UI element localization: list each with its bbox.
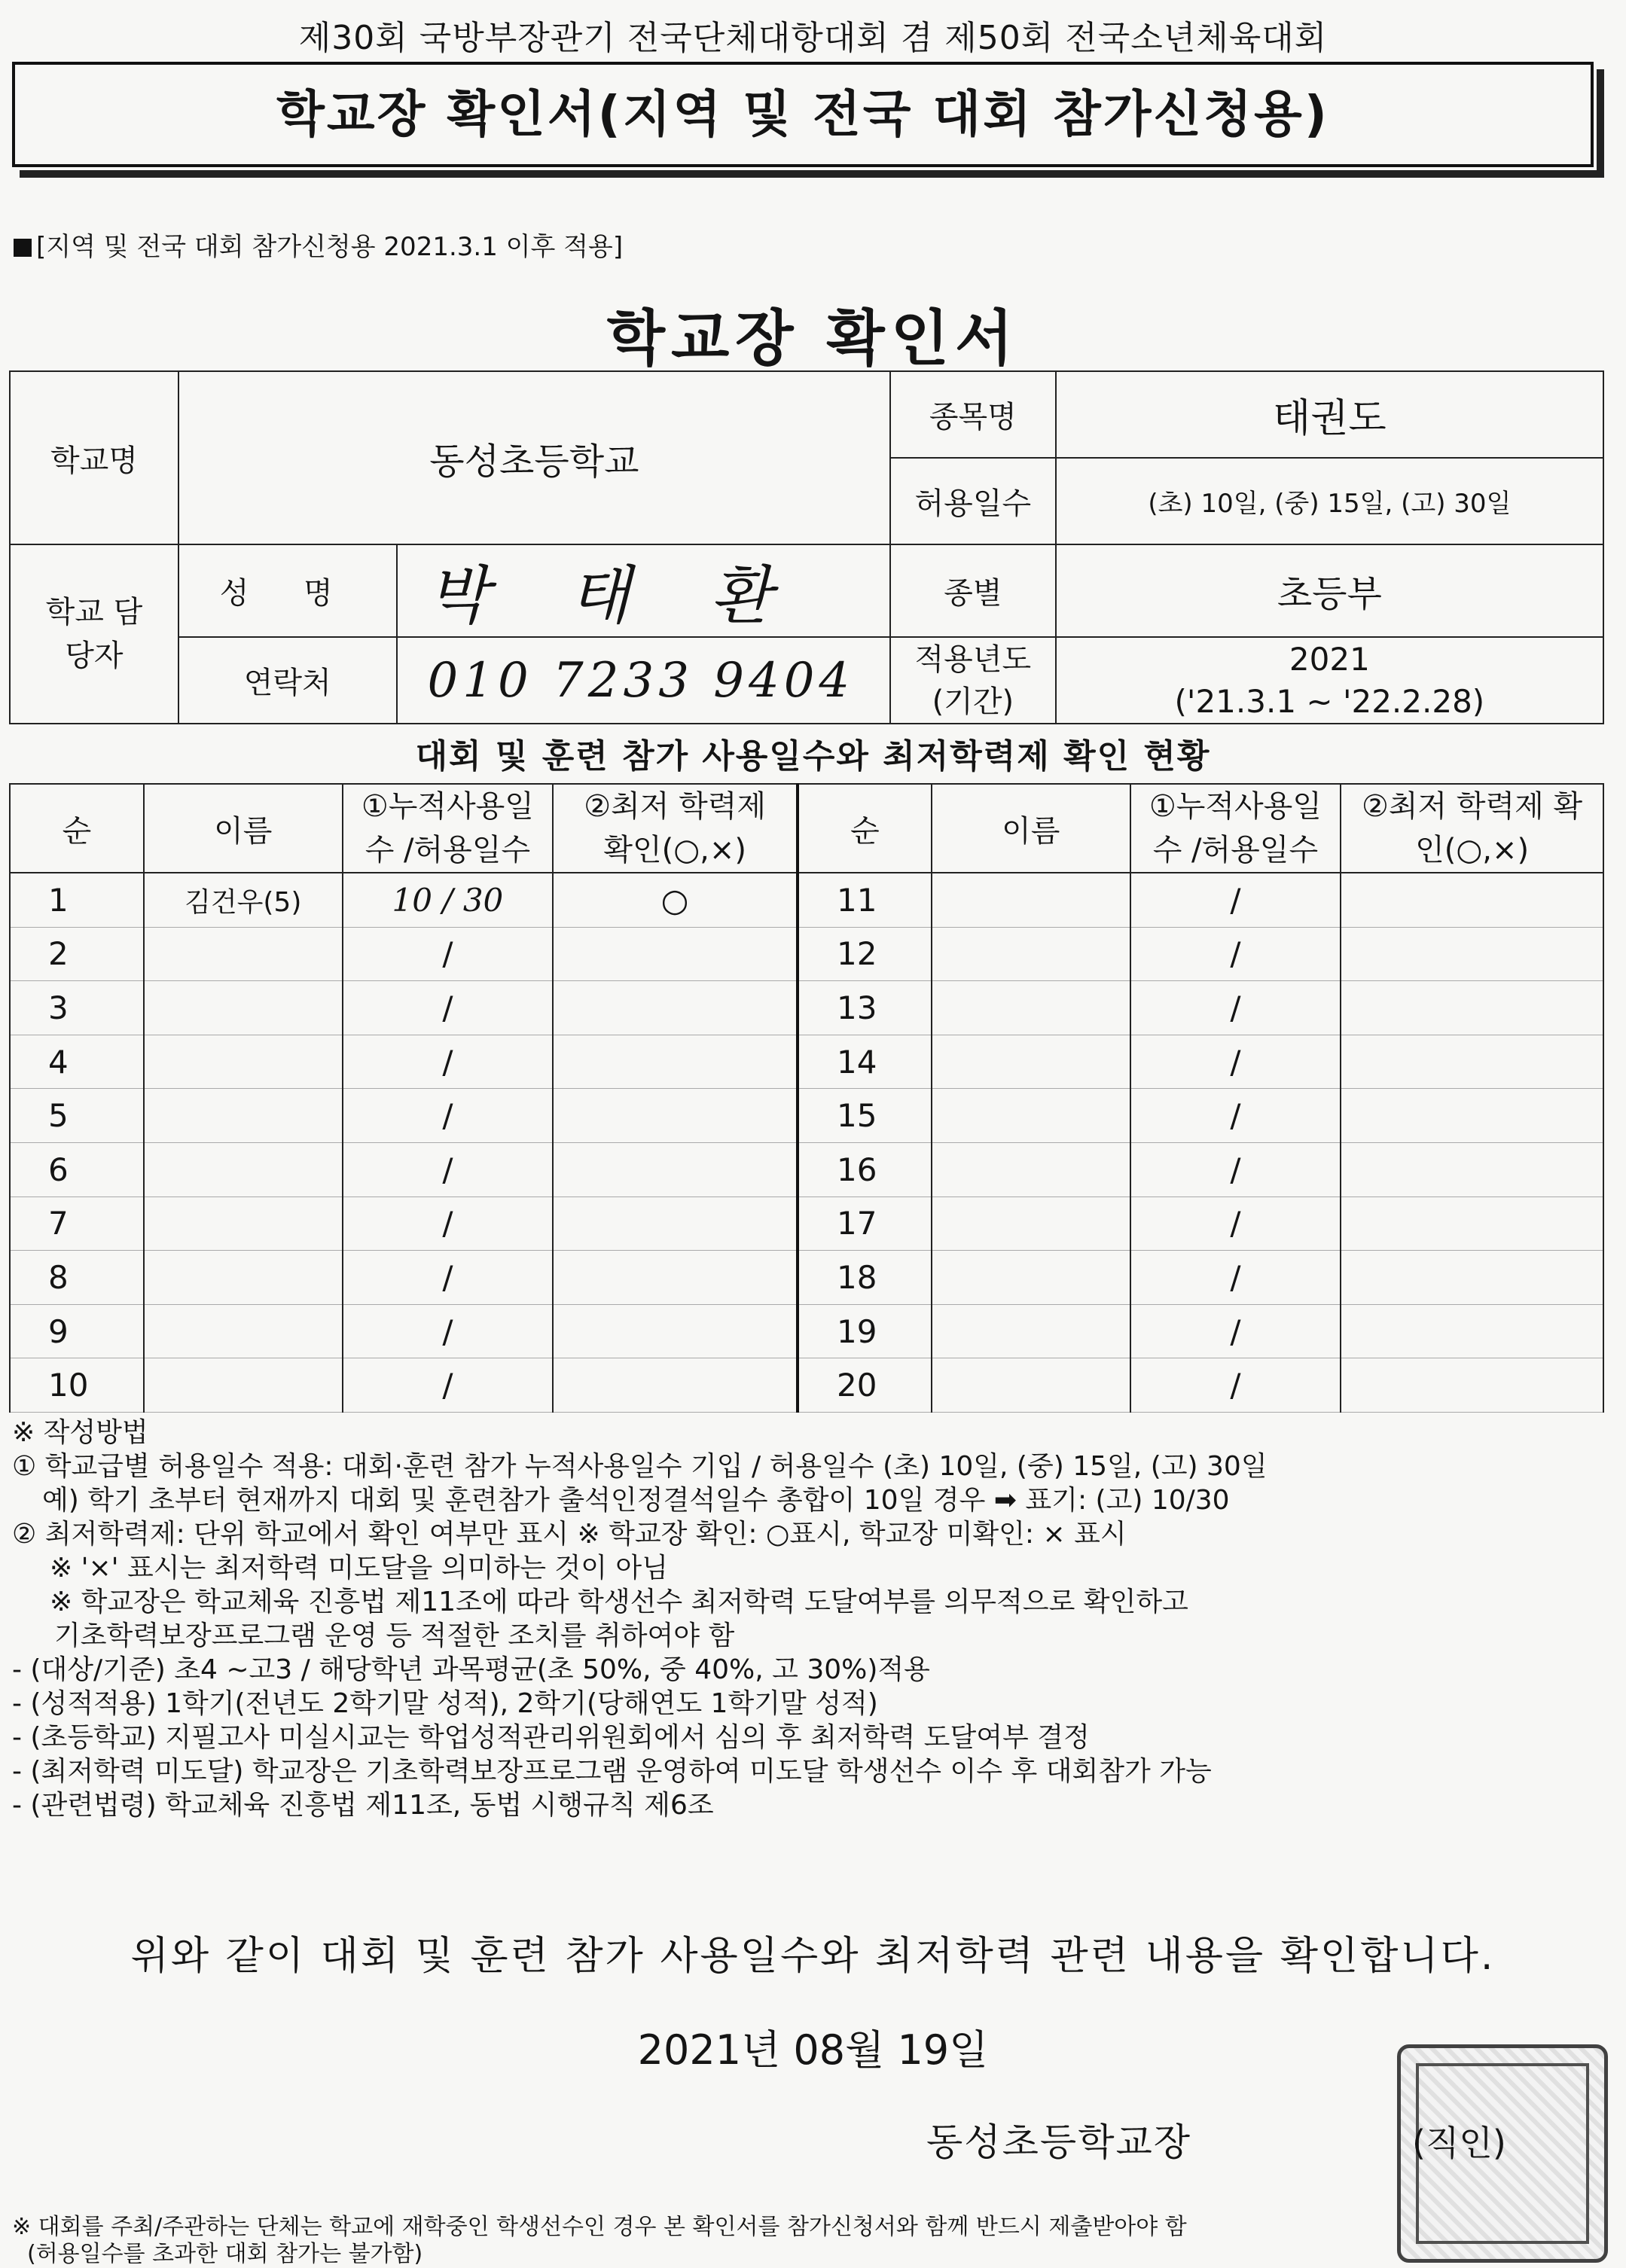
row-no: 7 xyxy=(10,1196,144,1251)
row-check xyxy=(1341,1304,1603,1358)
row-name xyxy=(144,1196,343,1251)
category-value: 초등부 xyxy=(1056,544,1603,637)
row-name xyxy=(932,1089,1130,1143)
row-days: 10 / 30 xyxy=(343,873,554,927)
row-no: 10 xyxy=(10,1358,144,1413)
instruction-line: ② 최저학력제: 단위 학교에서 확인 여부만 표시 ※ 학교장 확인: ○표시, 학교장 미확인: × 표시 xyxy=(12,1519,1127,1550)
row-days: / xyxy=(1130,981,1341,1035)
row-check xyxy=(1341,981,1603,1035)
instruction-line: - (성적적용) 1학기(전년도 2학기말 성적), 2학기(당해연도 1학기말 성적) xyxy=(12,1688,878,1719)
row-name xyxy=(932,1035,1130,1089)
row-days: / xyxy=(343,1358,554,1413)
header-days: ①누적사용일수 /허용일수 xyxy=(343,784,554,873)
category-label: 종별 xyxy=(890,544,1056,637)
row-no: 15 xyxy=(798,1089,932,1143)
row-check xyxy=(1341,1089,1603,1143)
header-days-right: ①누적사용일수 /허용일수 xyxy=(1130,784,1341,873)
table-row xyxy=(10,1142,1603,1196)
row-name xyxy=(932,873,1130,927)
principal-signature: 동성초등학교장 xyxy=(926,2120,1192,2164)
document-title-box: 학교장 확인서(지역 및 전국 대회 참가신청용) xyxy=(12,62,1594,167)
table-row xyxy=(10,1358,1603,1413)
confirmation-date: 2021년 08월 19일 xyxy=(637,2026,989,2074)
row-no: 9 xyxy=(10,1304,144,1358)
row-name xyxy=(144,981,343,1035)
header-check-right: ②최저 학력제 확인(○,×) xyxy=(1341,784,1603,873)
row-name xyxy=(932,1196,1130,1251)
submission-note xyxy=(12,2214,1187,2268)
header-check: ②최저 학력제 확인(○,×) xyxy=(553,784,798,873)
row-days: / xyxy=(1130,873,1341,927)
manager-name-label: 성 명 xyxy=(178,544,397,637)
row-no: 18 xyxy=(798,1251,932,1305)
row-check xyxy=(1341,1035,1603,1089)
seal-label: (직인) xyxy=(1412,2123,1506,2163)
row-days: / xyxy=(1130,1089,1341,1143)
school-name-value: 동성초등학교 xyxy=(178,371,890,544)
row-name: 김건우(5) xyxy=(144,873,343,927)
row-name xyxy=(144,1358,343,1413)
manager-label: 학교 담당자 xyxy=(10,544,178,724)
row-no: 2 xyxy=(10,927,144,981)
table-row xyxy=(10,1035,1603,1089)
row-days: / xyxy=(343,981,554,1035)
row-name xyxy=(932,927,1130,981)
table-row xyxy=(10,1304,1603,1358)
instruction-heading: ※ 작성방법 xyxy=(12,1417,148,1448)
row-check xyxy=(1341,1196,1603,1251)
row-days: / xyxy=(1130,1142,1341,1196)
header-name: 이름 xyxy=(144,784,343,873)
row-name xyxy=(144,1035,343,1089)
contact-value: 010 7233 9404 xyxy=(397,637,890,724)
instruction-line: 기초학력보장프로그램 운영 등 적절한 조치를 취하여야 함 xyxy=(54,1620,735,1651)
row-check xyxy=(553,1089,798,1143)
row-check xyxy=(1341,927,1603,981)
year-value: 2021 xyxy=(1289,640,1370,678)
row-check xyxy=(553,927,798,981)
row-days: / xyxy=(343,1196,554,1251)
row-days: / xyxy=(343,927,554,981)
row-days: / xyxy=(343,1251,554,1305)
row-days: / xyxy=(1130,1251,1341,1305)
row-days: / xyxy=(1130,1304,1341,1358)
row-check xyxy=(1341,1358,1603,1413)
row-no: 16 xyxy=(798,1142,932,1196)
instruction-line: ① 학교급별 허용일수 적용: 대회·훈련 참가 누적사용일수 기입 / 허용일수 (초) 10일, (중) 15일, (고) 30일 xyxy=(12,1451,1268,1482)
row-days: / xyxy=(1130,1196,1341,1251)
instruction-line: - (초등학교) 지필고사 미실시교는 학업성적관리위원회에서 심의 후 최저학력 도달여부 결정 xyxy=(12,1722,1090,1753)
table-row xyxy=(10,1251,1603,1305)
submission-note-line1: ※ 대회를 주최/주관하는 단체는 학교에 재학중인 학생선수인 경우 본 확인서를 참가신청서와 함께 반드시 제출받아야 함 xyxy=(12,2214,1187,2240)
row-name xyxy=(932,1358,1130,1413)
instruction-line: ※ '×' 표시는 최저학력 미도달을 의미하는 것이 아님 xyxy=(50,1553,668,1584)
header-name-right: 이름 xyxy=(932,784,1130,873)
row-name xyxy=(932,1142,1130,1196)
row-days: / xyxy=(343,1142,554,1196)
row-days: / xyxy=(1130,1035,1341,1089)
row-no: 14 xyxy=(798,1035,932,1089)
row-check xyxy=(1341,1142,1603,1196)
row-no: 17 xyxy=(798,1196,932,1251)
row-name xyxy=(144,1142,343,1196)
row-check xyxy=(553,1251,798,1305)
year-cell xyxy=(1056,637,1603,724)
period-value: ('21.3.1 ~ '22.2.28) xyxy=(1174,682,1485,720)
allowed-days-label: 허용일수 xyxy=(890,458,1056,544)
event-value: 태권도 xyxy=(1056,371,1603,458)
row-check xyxy=(1341,1251,1603,1305)
row-days: / xyxy=(1130,927,1341,981)
row-no: 8 xyxy=(10,1251,144,1305)
row-check xyxy=(553,1196,798,1251)
table-row xyxy=(10,927,1603,981)
instructions xyxy=(12,1416,1609,1822)
school-info-table xyxy=(9,370,1604,724)
form-note-text: [지역 및 전국 대회 참가신청용 2021.3.1 이후 적용] xyxy=(36,232,624,262)
row-check xyxy=(553,1304,798,1358)
table-row xyxy=(10,1089,1603,1143)
contact-label: 연락처 xyxy=(178,637,397,724)
manager-name-value: 박 태 환 xyxy=(397,544,890,637)
school-name-label: 학교명 xyxy=(10,371,178,544)
row-days: / xyxy=(343,1304,554,1358)
row-name xyxy=(144,1251,343,1305)
row-no: 11 xyxy=(798,873,932,927)
row-check xyxy=(1341,873,1603,927)
confirmation-statement: 위와 같이 대회 및 훈련 참가 사용일수와 최저학력 관련 내용을 확인합니다. xyxy=(130,1934,1496,1979)
row-no: 4 xyxy=(10,1035,144,1089)
instruction-line: 예) 학기 초부터 현재까지 대회 및 훈련참가 출석인정결석일수 총합이 10일 경우 ➡ 표기: (고) 10/30 xyxy=(42,1485,1230,1516)
row-no: 5 xyxy=(10,1089,144,1143)
table-row xyxy=(10,981,1603,1035)
event-label: 종목명 xyxy=(890,371,1056,458)
row-no: 3 xyxy=(10,981,144,1035)
row-name xyxy=(932,1304,1130,1358)
row-name xyxy=(932,981,1130,1035)
instruction-line: ※ 학교장은 학교체육 진흥법 제11조에 따라 학생선수 최저학력 도달여부를 의무적으로 확인하고 xyxy=(50,1587,1188,1617)
row-name xyxy=(932,1251,1130,1305)
header-no-right: 순 xyxy=(798,784,932,873)
table-row xyxy=(10,873,1603,927)
usage-table xyxy=(9,783,1604,1413)
row-check xyxy=(553,1142,798,1196)
row-no: 1 xyxy=(10,873,144,927)
row-days: / xyxy=(343,1089,554,1143)
row-days: / xyxy=(1130,1358,1341,1413)
event-title: 제30회 국방부장관기 전국단체대항대회 겸 제50회 전국소년체육대회 xyxy=(298,19,1328,57)
submission-note-line2: (허용일수를 초과한 대회 참가는 불가함) xyxy=(27,2241,423,2267)
table-row xyxy=(10,1196,1603,1251)
row-days: / xyxy=(343,1035,554,1089)
row-no: 6 xyxy=(10,1142,144,1196)
allowed-days-value: (초) 10일, (중) 15일, (고) 30일 xyxy=(1056,458,1603,544)
instruction-line: - (대상/기준) 초4 ~고3 / 해당학년 과목평균(초 50%, 중 40%, 고 30%)적용 xyxy=(12,1654,930,1685)
form-applicability-note xyxy=(14,226,623,263)
row-check xyxy=(553,981,798,1035)
page-title: 학교장 확인서 xyxy=(606,303,1020,373)
row-no: 19 xyxy=(798,1304,932,1358)
header-no: 순 xyxy=(10,784,144,873)
square-bullet-icon xyxy=(14,239,32,257)
row-name xyxy=(144,1089,343,1143)
row-check xyxy=(553,1358,798,1413)
instruction-line: - (관련법령) 학교체육 진흥법 제11조, 동법 시행규칙 제6조 xyxy=(12,1790,714,1821)
row-name xyxy=(144,927,343,981)
row-no: 13 xyxy=(798,981,932,1035)
usage-table-title: 대회 및 훈련 참가 사용일수와 최저학력제 확인 현황 xyxy=(415,737,1211,776)
row-check xyxy=(553,1035,798,1089)
row-no: 12 xyxy=(798,927,932,981)
row-check: ○ xyxy=(553,873,798,927)
row-name xyxy=(144,1304,343,1358)
row-no: 20 xyxy=(798,1358,932,1413)
instruction-line: - (최저학력 미도달) 학교장은 기초학력보장프로그램 운영하여 미도달 학생선수 이수 후 대회참가 가능 xyxy=(12,1756,1212,1787)
year-label: 적용년도 (기간) xyxy=(890,637,1056,724)
